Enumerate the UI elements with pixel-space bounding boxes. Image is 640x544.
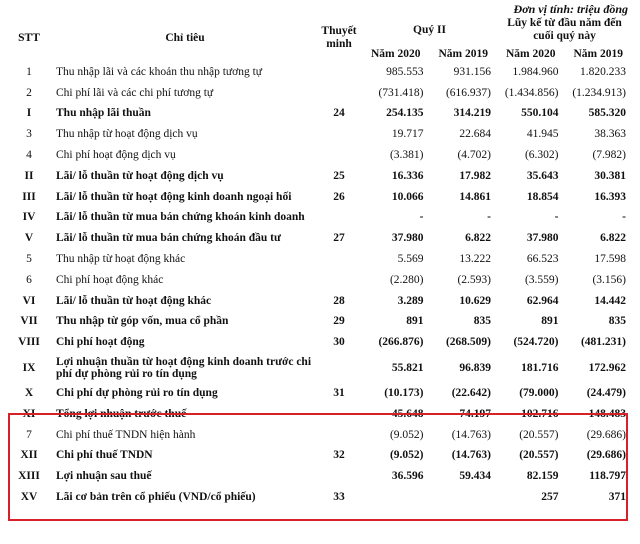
row-label: Chi phí hoạt động	[56, 336, 145, 349]
cell-q2019: (2.593)	[457, 273, 492, 286]
row-note: 33	[333, 491, 345, 504]
row-label: Chi phí hoạt động dịch vụ	[56, 149, 176, 162]
row-note: 28	[333, 294, 345, 307]
row-stt: 5	[26, 253, 32, 266]
row-stt: 7	[26, 428, 32, 441]
cell-q2020: 36.596	[391, 470, 424, 483]
cell-ytd2020: 41.945	[526, 128, 559, 141]
cell-ytd2019: (29.686)	[586, 428, 627, 441]
row-label: Chi phí dự phòng rủi ro tín dụng	[56, 387, 218, 400]
row-note	[316, 83, 362, 104]
cell-q2020: (731.418)	[378, 86, 424, 99]
row-label: Thu nhập lãi và các khoản thu nhập tương tự	[56, 65, 263, 78]
cell-q2019: 14.861	[459, 190, 492, 203]
table-row	[4, 270, 632, 291]
cell-ytd2019: 16.393	[594, 190, 627, 203]
cell-q2019: 314.219	[453, 107, 492, 120]
cell-ytd2019: 118.797	[589, 470, 627, 483]
header-q-2019: Năm 2019	[438, 47, 489, 60]
table-row	[4, 145, 632, 166]
row-note: 27	[333, 232, 345, 245]
row-label: Thu nhập từ hoạt động khác	[56, 253, 186, 266]
cell-ytd2019: (1.234.913)	[572, 86, 627, 99]
row-stt: IV	[22, 211, 36, 224]
row-label: Thu nhập từ góp vốn, mua cổ phần	[56, 315, 229, 328]
cell-ytd2020: 66.523	[526, 253, 559, 266]
cell-q2019: (14.763)	[451, 428, 492, 441]
cell-ytd2020: (20.557)	[519, 449, 559, 462]
cell-q2019: (268.509)	[445, 336, 492, 349]
cell-q2019: (14.763)	[451, 449, 492, 462]
cell-q2019	[430, 487, 498, 508]
table-row	[4, 62, 632, 83]
header-note: Thuyết minh	[321, 25, 357, 50]
cell-q2020: (10.173)	[384, 387, 424, 400]
table-row	[4, 187, 632, 208]
row-stt: 2	[26, 86, 32, 99]
table-row	[4, 166, 632, 187]
row-stt: 4	[26, 149, 32, 162]
table-row	[4, 228, 632, 249]
cell-ytd2020: 62.964	[526, 294, 559, 307]
table-row	[4, 446, 632, 467]
cell-q2020: 19.717	[391, 128, 424, 141]
cell-q2019: 96.839	[459, 361, 492, 374]
table-row	[4, 312, 632, 333]
cell-ytd2020: 1.984.960	[512, 65, 559, 78]
cell-q2020	[362, 487, 430, 508]
table-row	[4, 404, 632, 425]
row-stt: VIII	[18, 336, 40, 349]
row-stt: XIII	[18, 470, 40, 483]
table-row	[4, 124, 632, 145]
row-label: Lãi cơ bản trên cổ phiếu (VND/cổ phiếu)	[56, 491, 256, 504]
row-label: Lãi/ lỗ thuần từ mua bán chứng khoán kinh doanh	[56, 211, 305, 224]
header-indicator: Chỉ tiêu	[165, 31, 205, 44]
header-stt: STT	[18, 31, 40, 44]
row-stt: 1	[26, 65, 32, 78]
cell-q2020: 37.980	[391, 232, 424, 245]
cell-q2019: 22.684	[459, 128, 492, 141]
row-stt: XI	[22, 407, 36, 420]
row-stt: 6	[26, 273, 32, 286]
cell-q2019: 59.434	[459, 470, 492, 483]
cell-ytd2019: 17.598	[594, 253, 627, 266]
cell-q2020: 985.553	[386, 65, 424, 78]
table-row	[4, 353, 632, 383]
table-row	[4, 104, 632, 125]
row-label: Thu nhập lãi thuần	[56, 107, 151, 120]
cell-q2019: 931.156	[453, 65, 492, 78]
row-note: 32	[333, 449, 345, 462]
cell-q2020: 16.336	[391, 169, 424, 182]
row-label: Lợi nhuận sau thuế	[56, 470, 152, 483]
income-statement-table	[4, 14, 632, 508]
table-row	[4, 425, 632, 446]
row-stt: 3	[26, 128, 32, 141]
row-stt: IX	[22, 361, 36, 374]
row-stt: V	[24, 232, 34, 245]
cell-q2020: 891	[406, 315, 424, 328]
cell-ytd2020: (20.557)	[519, 428, 559, 441]
cell-q2019: -	[487, 211, 492, 224]
header-ytd-2020: Năm 2020	[506, 47, 556, 60]
row-label: Lãi/ lỗ thuần từ mua bán chứng khoán đầu tư	[56, 232, 281, 245]
cell-q2019: 74.197	[459, 407, 492, 420]
cell-q2020: -	[419, 211, 424, 224]
cell-q2020: 254.135	[386, 107, 424, 120]
row-label: Thu nhập từ hoạt động dịch vụ	[56, 128, 198, 141]
row-label: Lợi nhuận thuần từ hoạt động kinh doanh trước chi phí dự phòng rủi ro tín dụng	[56, 356, 312, 381]
row-note	[316, 62, 362, 83]
header-ytd: Lũy kế từ đầu năm đến cuối quý này	[507, 17, 622, 42]
row-label: Chi phí thuế TNDN	[56, 449, 153, 462]
cell-q2019: (4.702)	[457, 149, 492, 162]
cell-ytd2019: 585.320	[588, 107, 627, 120]
row-note	[316, 466, 362, 487]
table-row	[4, 249, 632, 270]
row-label: Lãi/ lỗ thuần từ hoạt động dịch vụ	[56, 169, 224, 182]
row-stt: XV	[20, 491, 38, 504]
cell-ytd2020: 550.104	[521, 107, 559, 120]
table-row	[4, 291, 632, 312]
cell-ytd2019: (7.982)	[592, 149, 627, 162]
cell-ytd2020: (1.434.856)	[504, 86, 559, 99]
cell-ytd2020: 37.980	[526, 232, 559, 245]
row-stt: II	[24, 169, 34, 182]
cell-ytd2019: 6.822	[600, 232, 627, 245]
cell-ytd2020: 257	[541, 491, 559, 504]
row-note	[316, 145, 362, 166]
cell-ytd2020: 35.643	[526, 169, 559, 182]
cell-ytd2019: 172.962	[588, 361, 627, 374]
row-note	[316, 404, 362, 425]
cell-ytd2019: 1.820.233	[580, 65, 627, 78]
row-note	[316, 353, 362, 383]
cell-q2020: 5.569	[397, 253, 424, 266]
cell-q2019: 835	[473, 315, 492, 328]
header-ytd-2019: Năm 2019	[573, 47, 624, 60]
row-note: 25	[333, 169, 345, 182]
row-label: Chi phí thuế TNDN hiện hành	[56, 428, 196, 441]
row-note: 26	[333, 190, 345, 203]
row-label: Chi phí lãi và các chi phí tương tự	[56, 86, 214, 99]
cell-q2019: 10.629	[459, 294, 492, 307]
header-quarter: Quý II	[413, 23, 446, 36]
table-row	[4, 83, 632, 104]
cell-ytd2019: (29.686)	[586, 449, 627, 462]
cell-ytd2020: (524.720)	[513, 336, 559, 349]
cell-ytd2020: 891	[541, 315, 559, 328]
cell-ytd2020: (3.559)	[524, 273, 559, 286]
cell-ytd2019: 30.381	[594, 169, 627, 182]
cell-ytd2019: (481.231)	[580, 336, 627, 349]
header-q-2020: Năm 2020	[370, 47, 421, 60]
row-note: 30	[333, 336, 345, 349]
row-note	[316, 249, 362, 270]
cell-q2019: (616.937)	[445, 86, 492, 99]
cell-ytd2019: (24.479)	[586, 387, 627, 400]
cell-q2020: (9.052)	[389, 449, 424, 462]
cell-ytd2019: -	[622, 211, 627, 224]
cell-q2019: (22.642)	[451, 387, 492, 400]
cell-ytd2019: (3.156)	[592, 273, 627, 286]
cell-ytd2020: (6.302)	[524, 149, 559, 162]
row-stt: XII	[20, 449, 38, 462]
cell-ytd2020: 102.716	[521, 407, 559, 420]
cell-ytd2020: (79.000)	[519, 387, 559, 400]
row-note: 31	[333, 387, 345, 400]
cell-ytd2020: -	[554, 211, 559, 224]
cell-q2019: 17.982	[459, 169, 492, 182]
row-stt: VII	[20, 315, 38, 328]
row-stt: X	[24, 387, 34, 400]
row-note	[316, 208, 362, 229]
cell-q2020: (2.280)	[389, 273, 424, 286]
row-label: Chi phí hoạt động khác	[56, 273, 164, 286]
unit-note: Đơn vị tính: triệu đồng	[513, 2, 628, 16]
table-row	[4, 383, 632, 404]
row-note	[316, 270, 362, 291]
row-note	[316, 124, 362, 145]
table-row	[4, 208, 632, 229]
cell-q2020: 3.289	[397, 294, 424, 307]
cell-ytd2020: 82.159	[526, 470, 559, 483]
row-stt: III	[22, 190, 36, 203]
cell-q2019: 13.222	[459, 253, 492, 266]
row-note: 24	[333, 107, 345, 120]
row-label: Lãi/ lỗ thuần từ hoạt động kinh doanh ngoại hối	[56, 190, 292, 203]
cell-ytd2019: 38.363	[594, 128, 627, 141]
cell-ytd2019: 835	[608, 315, 627, 328]
cell-ytd2019: 14.442	[594, 294, 627, 307]
row-label: Tổng lợi nhuận trước thuế	[56, 407, 187, 420]
cell-q2020: 55.821	[391, 361, 424, 374]
row-stt: I	[26, 107, 32, 120]
cell-q2019: 6.822	[465, 232, 492, 245]
cell-ytd2019: 371	[608, 491, 627, 504]
row-note	[316, 425, 362, 446]
row-stt: VI	[22, 294, 36, 307]
cell-ytd2020: 18.854	[526, 190, 559, 203]
cell-q2020: 45.648	[391, 407, 424, 420]
row-label: Lãi/ lỗ thuần từ hoạt động khác	[56, 294, 212, 307]
cell-q2020: (266.876)	[378, 336, 424, 349]
cell-ytd2020: 181.716	[521, 361, 559, 374]
table-row	[4, 466, 632, 487]
cell-q2020: (3.381)	[389, 149, 424, 162]
cell-ytd2019: 148.483	[588, 407, 627, 420]
table-row	[4, 332, 632, 353]
cell-q2020: (9.052)	[389, 428, 424, 441]
cell-q2020: 10.066	[391, 190, 424, 203]
table-row	[4, 487, 632, 508]
row-note: 29	[333, 315, 345, 328]
